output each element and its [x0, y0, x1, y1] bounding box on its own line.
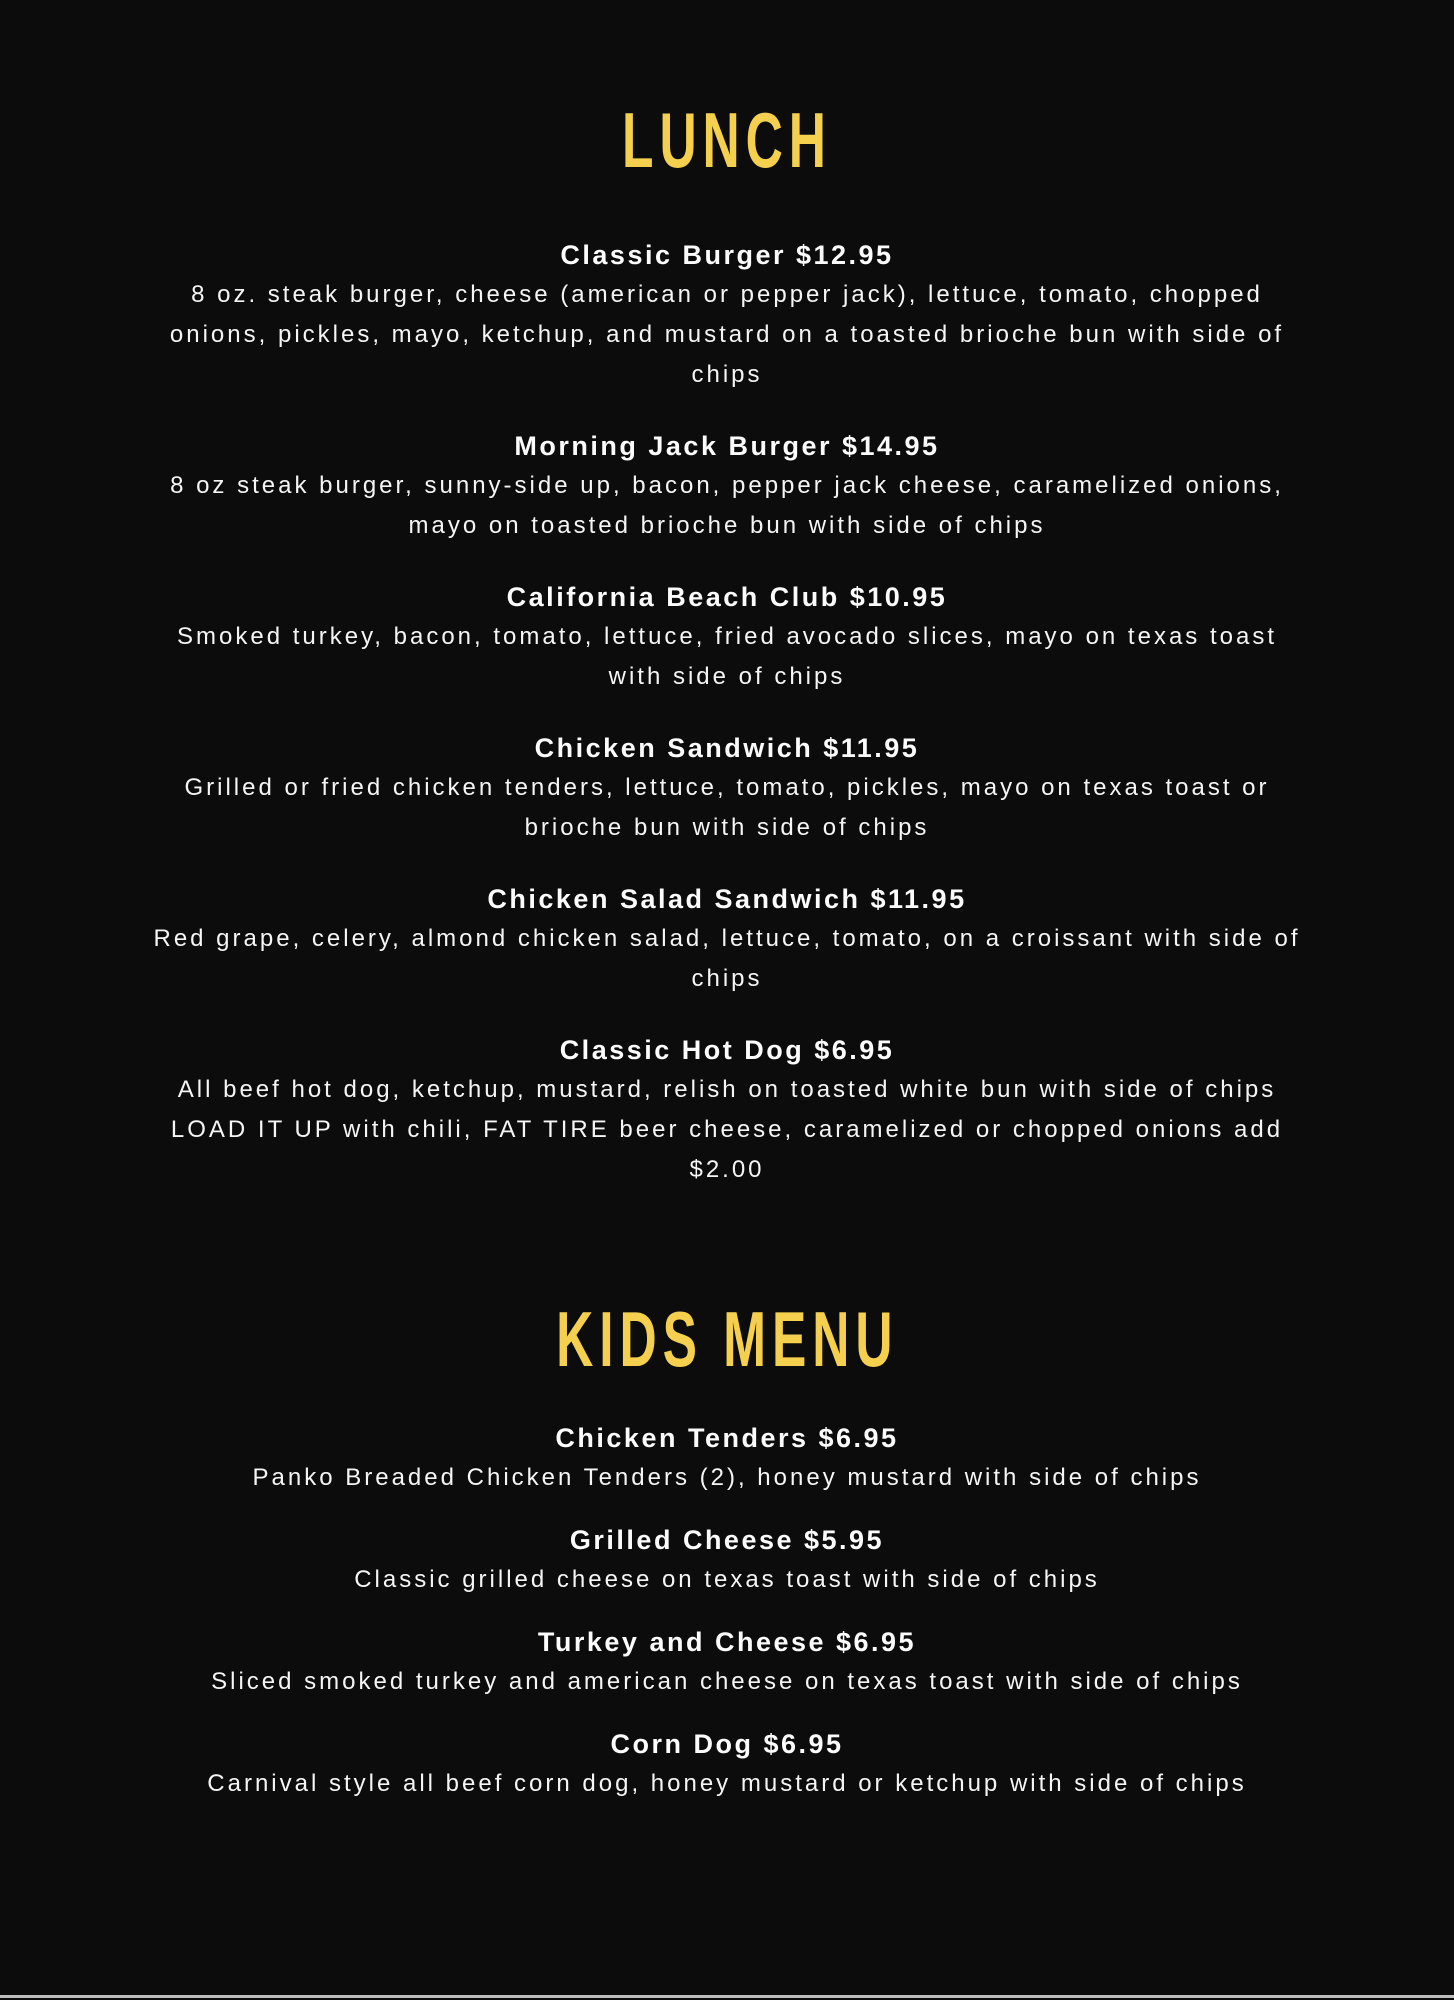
item-name: Classic Burger $12.95 — [560, 240, 894, 270]
menu-item-chicken-tenders — [152, 1418, 1302, 1498]
item-load-it-up-note: LOAD IT UP with chili, FAT TIRE beer cheese, caramelized or chopped onions add $2.00 — [170, 1116, 1284, 1183]
item-name: Chicken Salad Sandwich $11.95 — [487, 884, 967, 914]
item-name: Grilled Cheese $5.95 — [569, 1525, 885, 1555]
item-name: Morning Jack Burger $14.95 — [514, 431, 940, 461]
section-title-kids-menu — [152, 1295, 1302, 1383]
item-description: Panko Breaded Chicken Tenders (2), honey mustard with side of chips — [252, 1464, 1202, 1491]
menu-item-grilled-cheese — [152, 1520, 1302, 1600]
menu-item-classic-burger — [152, 235, 1302, 395]
item-name: California Beach Club $10.95 — [506, 582, 948, 612]
item-name: Turkey and Cheese $6.95 — [537, 1627, 917, 1657]
item-description: 8 oz. steak burger, cheese (american or pepper jack), lettuce, tomato, chopped onions, pickles, mayo, ketchup, and mustard on a toasted brioche bun with side of chips — [169, 281, 1285, 388]
item-description: Red grape, celery, almond chicken salad, lettuce, tomato, on a croissant with side of chips — [153, 925, 1301, 992]
section-title-lunch — [152, 96, 1302, 184]
menu-item-classic-hot-dog — [152, 1030, 1302, 1190]
item-name: Chicken Tenders $6.95 — [555, 1423, 899, 1453]
page-bottom-edge — [0, 1995, 1454, 1998]
menu-item-turkey-and-cheese — [152, 1622, 1302, 1702]
item-name: Chicken Sandwich $11.95 — [534, 733, 920, 763]
item-description: Sliced smoked turkey and american cheese on texas toast with side of chips — [211, 1668, 1243, 1695]
menu-item-corn-dog — [152, 1724, 1302, 1804]
item-name: Classic Hot Dog $6.95 — [559, 1035, 895, 1065]
item-description: 8 oz steak burger, sunny-side up, bacon, pepper jack cheese, caramelized onions, mayo on toasted brioche bun with side of chips — [170, 472, 1284, 539]
menu-item-california-beach-club — [152, 577, 1302, 697]
item-description: Grilled or fried chicken tenders, lettuce, tomato, pickles, mayo on texas toast or brioche bun with side of chips — [184, 774, 1270, 841]
item-name: Corn Dog $6.95 — [610, 1729, 844, 1759]
menu-item-chicken-salad-sandwich — [152, 879, 1302, 999]
section-title-kids-menu-text: KIDS MENU — [555, 1295, 899, 1383]
item-description: Carnival style all beef corn dog, honey mustard or ketchup with side of chips — [207, 1770, 1247, 1797]
item-description: Smoked turkey, bacon, tomato, lettuce, fried avocado slices, mayo on texas toast with side of chips — [177, 623, 1277, 690]
item-description: All beef hot dog, ketchup, mustard, relish on toasted white bun with side of chips — [177, 1076, 1277, 1103]
menu-page — [152, 0, 1302, 1804]
menu-item-chicken-sandwich — [152, 728, 1302, 848]
section-title-lunch-text: LUNCH — [622, 96, 832, 184]
menu-item-morning-jack-burger — [152, 426, 1302, 546]
item-description: Classic grilled cheese on texas toast with side of chips — [354, 1566, 1100, 1593]
